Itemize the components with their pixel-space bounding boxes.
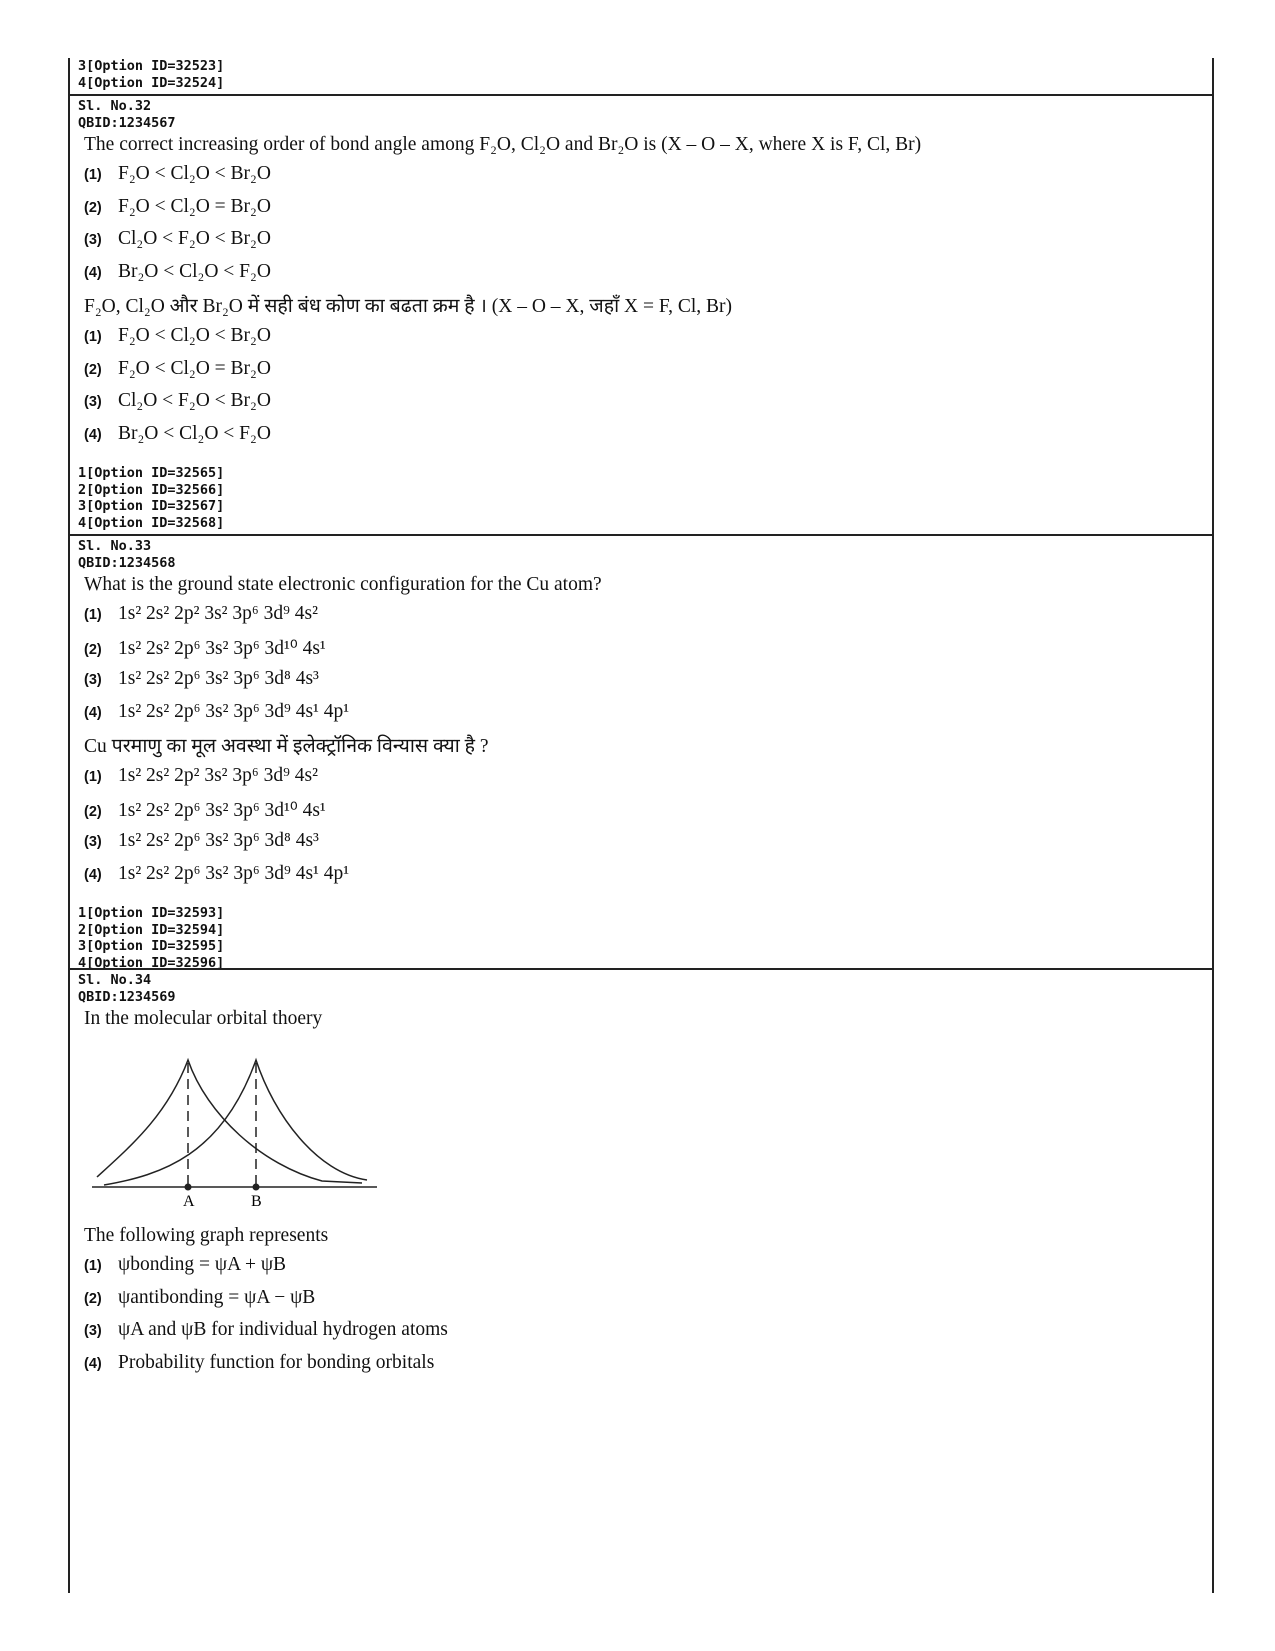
option-en-4: (4) 1s² 2s² 2p⁶ 3s² 3p⁶ 3d⁹ 4s¹ 4p¹ <box>84 700 350 722</box>
option-en-2: (2) ψantibonding = ψA − ψB <box>84 1286 316 1308</box>
qbid: QBID:1234567 <box>78 114 176 131</box>
option-id: 2[Option ID=32566] <box>78 481 225 498</box>
serial-number: Sl. No.32 <box>78 98 152 114</box>
option-en-3: (3) 1s² 2s² 2p⁶ 3s² 3p⁶ 3d⁸ 4s³ <box>84 668 319 689</box>
option-en-1: (1) 1s² 2s² 2p² 3s² 3p⁶ 3d⁹ 4s² <box>84 603 318 624</box>
option-hi-2: (2) 1s² 2s² 2p⁶ 3s² 3p⁶ 3d¹⁰ 4s¹ <box>84 799 326 821</box>
option-en-4: (4) Br₂O < Cl₂O < F₂O <box>84 260 271 282</box>
option-en-2: (2) 1s² 2s² 2p⁶ 3s² 3p⁶ 3d¹⁰ 4s¹ <box>84 637 326 659</box>
question-text-after: The following graph represents <box>84 1225 329 1246</box>
point-b <box>253 1184 260 1191</box>
label-a: A <box>183 1193 195 1210</box>
curve-b <box>104 1060 367 1185</box>
option-id-list <box>78 465 1210 531</box>
separator <box>70 94 1212 96</box>
question-text-en: In the molecular orbital thoery <box>84 1008 323 1029</box>
option-en-3: (3) ψA and ψB for individual hydrogen atoms <box>84 1319 448 1340</box>
question-text-hi: F₂O, Cl₂O और Br₂O में सही बंध कोण का बढता क्रम है । (X – O – X, जहाँ X = F, Cl, Br) <box>84 296 733 317</box>
option-en-3: (3) Cl₂O < F₂O < Br₂O <box>84 228 271 249</box>
option-id: 3[Option ID=32567] <box>78 498 225 514</box>
serial-number: Sl. No.33 <box>78 538 152 554</box>
question-33 <box>72 538 1210 971</box>
option-hi-1: (1) 1s² 2s² 2p² 3s² 3p⁶ 3d⁹ 4s² <box>84 765 318 786</box>
option-en-1: (1) ψbonding = ψA + ψB <box>84 1254 287 1275</box>
option-id: 1[Option ID=32565] <box>78 465 225 481</box>
option-id: 2[Option ID=32594] <box>78 921 225 938</box>
option-id: 3[Option ID=32523] <box>78 58 225 74</box>
option-en-4: (4) Probability function for bonding orbitals <box>84 1351 435 1373</box>
option-id: 3[Option ID=32595] <box>78 938 225 954</box>
question-text-en: The correct increasing order of bond angle among F₂O, Cl₂O and Br₂O is (X – O – X, where X is F, Cl, Br) <box>84 134 922 155</box>
option-hi-1: (1) F₂O < Cl₂O < Br₂O <box>84 325 271 346</box>
separator <box>70 968 1212 970</box>
option-hi-3: (3) 1s² 2s² 2p⁶ 3s² 3p⁶ 3d⁸ 4s³ <box>84 830 319 851</box>
question-34 <box>72 972 1210 1384</box>
question-paper-frame <box>68 58 1214 1593</box>
option-id: 4[Option ID=32568] <box>78 514 225 531</box>
option-en-1: (1) F₂O < Cl₂O < Br₂O <box>84 163 271 184</box>
option-hi-4: (4) 1s² 2s² 2p⁶ 3s² 3p⁶ 3d⁹ 4s¹ 4p¹ <box>84 862 350 884</box>
label-b: B <box>251 1193 262 1210</box>
serial-number: Sl. No.34 <box>78 972 152 988</box>
option-id-list <box>78 905 1210 971</box>
option-id: 4[Option ID=32596] <box>78 954 225 971</box>
option-en-2: (2) F₂O < Cl₂O = Br₂O <box>84 195 271 217</box>
wavefunction-graph <box>92 1045 382 1210</box>
option-hi-2: (2) F₂O < Cl₂O = Br₂O <box>84 357 271 379</box>
option-id: 1[Option ID=32593] <box>78 905 225 921</box>
qbid: QBID:1234568 <box>78 554 176 571</box>
previous-option-ids <box>72 58 1210 91</box>
curve-a <box>97 1060 362 1183</box>
point-a <box>185 1184 192 1191</box>
option-id: 4[Option ID=32524] <box>78 74 225 91</box>
question-32 <box>72 98 1210 531</box>
question-text-en: What is the ground state electronic configuration for the Cu atom? <box>84 574 602 595</box>
option-hi-3: (3) Cl₂O < F₂O < Br₂O <box>84 390 271 411</box>
qbid: QBID:1234569 <box>78 988 176 1005</box>
option-hi-4: (4) Br₂O < Cl₂O < F₂O <box>84 422 271 444</box>
question-text-hi: Cu परमाणु का मूल अवस्था में इलेक्ट्रॉनिक विन्यास क्या है ? <box>84 736 489 757</box>
separator <box>70 534 1212 536</box>
